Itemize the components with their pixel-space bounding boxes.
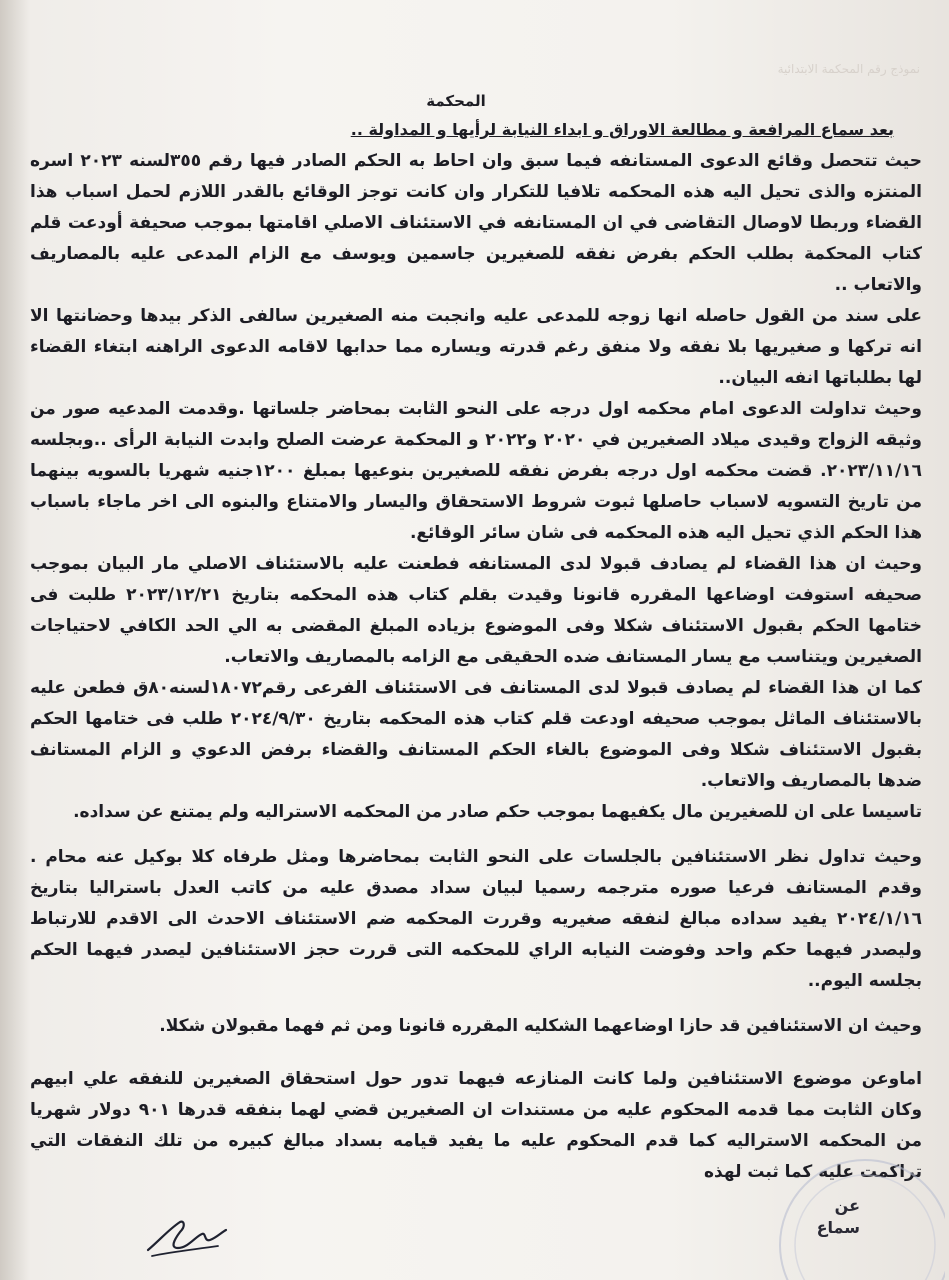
stamp-handwriting: عن سماع: [816, 1196, 860, 1237]
paragraph-first-instance: وحيث تداولت الدعوى امام محكمه اول درجه على النحو الثابت بمحاضر جلساتها .وقدمت المدعيه صور من وثيقه الزواج وقيدى ميلاد الصغيرين في ٢٠٢٠ و٢٠٢٢ و المحكمة عرضت الصلح وابدت النيابة الرأى ..وبجلسه ٢٠٢٣/١١/١٦. قضت محكمه اول درجه بفرض نفقه للصغيرين بنوعيها بمبلغ ١٢٠٠جنيه شهريا بالسويه بينهما من تاريخ التسويه لاسباب حاصلها ثبوت شروط الاستحقاق واليسار والامتناع والبنوه الى اخر ماجاء باسباب هذا الحكم الذي تحيل اليه هذه المحكمه فى شان سائر الوقائع.: [30, 399, 922, 543]
paragraph-merits: اماوعن موضوع الاستئنافين ولما كانت المنازعه فيهما تدور حول استحقاق الصغيرين للنفقه علي ابيهم وكان الثابت مما قدمه المحكوم عليه من مستندات ان الصغيرين قضي لهما بنفقه قدرها ٩٠١ دولار شهريا من المحكمه الاستراليه كما قدم المحكوم عليه ما يفيد قيامه بسداد مبالغ كبيره من تلك النفقات التي تراكمت عليه كما ثبت لهذه: [30, 1069, 923, 1182]
document-body: [30, 88, 922, 1188]
paragraph-claim-basis: على سند من القول حاصله انها زوجه للمدعى عليه وانجبت منه الصغيرين سالفى الذكر بيدها وحضانتها الا انه تركها و صغيريها بلا نفقه ولا منفق رغم قدرته ويساره مما حدابها لاقامه الدعوى الراهنه ابتغاء القضاء لها بطلباتها انفه البيان..: [30, 306, 922, 388]
paragraph-facts: حيث تتحصل وقائع الدعوى المستانفه فيما سبق وان احاط به الحكم الصادر فيها رقم ٣٥٥لسنه ٢٠٢٣ اسره المنتزه والذى تحيل اليه هذه المحكمه تلافيا للتكرار وان كانت توجز الوقائع بالقدر اللازم لحمل اسباب هذا القضاء وربطا لاوصال التقاضى في ان المستانفه في الاستئناف الاصلي اقامتها بموجب صحيفة أودعت قلم كتاب المحكمة بطلب الحكم بفرض نفقه للصغيرين جاسمين ويوسف مع الزام المدعى عليه بالمصاريف والاتعاب ..: [30, 151, 922, 295]
document-heading: المحكمة: [426, 92, 486, 110]
paragraph-cross-appeal: كما ان هذا القضاء لم يصادف قبولا لدى المستانف فى الاستئناف الفرعى رقم١٨٠٧٢لسنه٨٠ق فطعن عليه بالاستئناف الماثل بموجب صحيفه اودعت قلم كتاب هذه المحكمه بتاريخ ٢٠٢٤/٩/٣٠ طلب فى ختامها الحكم بقبول الاستئناف شكلا وفى الموضوع بالغاء الحكم المستانف والقضاء برفض الدعوي و الزام المستانف ضدها بالمصاريف والاتعاب.: [30, 678, 922, 791]
paragraph-basis: تاسيسا على ان للصغيرين مال يكفيهما بموجب حكم صادر من المحكمه الاستراليه ولم يمتنع عن سداده.: [73, 802, 922, 822]
paragraph-proceedings: وحيث تداول نظر الاستئنافين بالجلسات على النحو الثابت بمحاضرها ومثل طرفاه كلا بوكيل عنه محام . وقدم المستانف فرعيا صوره مترجمه رسميا لبيان سداد مصدق عليه من كاتب العدل باستراليا بتاريخ ٢٠٢٤/١/١٦ يفيد سداده مبالغ لنفقه صغيريه وقررت المحكمه ضم الاستئناف الاحدث الى الاقدم للارتباط وليصدر فيهما حكم واحد وفوضت النيابه الراي للمحكمه التى قررت حجز الاستئنافين ليصدر فيهما الحكم بجلسه اليوم..: [30, 847, 922, 991]
signature-icon: [140, 1210, 230, 1262]
paragraph-form-acceptance: وحيث ان الاستئنافين قد حازا اوضاعهما الشكليه المقرره قانونا ومن ثم فهما مقبولان شكلا.: [159, 1016, 922, 1036]
paragraph-original-appeal: وحيث ان هذا القضاء لم يصادف قبولا لدى المستانفه فطعنت عليه بالاستئناف الاصلي مار البيان بموجب صحيفه استوفت اوضاعها المقرره قانونا وقيدت بقلم كتاب هذه المحكمه بتاريخ ٢٠٢٣/١٢/٢١ طلبت فى ختامها الحكم بقبول الاستئناف شكلا وفى الموضوع بزياده المبلغ المقضى به الي الحد الكافي لاحتياجات الصغيرين ويتناسب مع يسار المستانف ضده الحقيقى مع الزامه بالمصاريف والاتعاب.: [30, 554, 922, 667]
document-subheading: بعد سماع المرافعة و مطالعة الاوراق و ابداء النيابة لرأيها و المداولة ..: [350, 120, 894, 139]
faint-header-text: نموذج رقم المحكمة الابتدائية: [777, 62, 920, 76]
page-edge-shadow: [0, 0, 30, 1280]
